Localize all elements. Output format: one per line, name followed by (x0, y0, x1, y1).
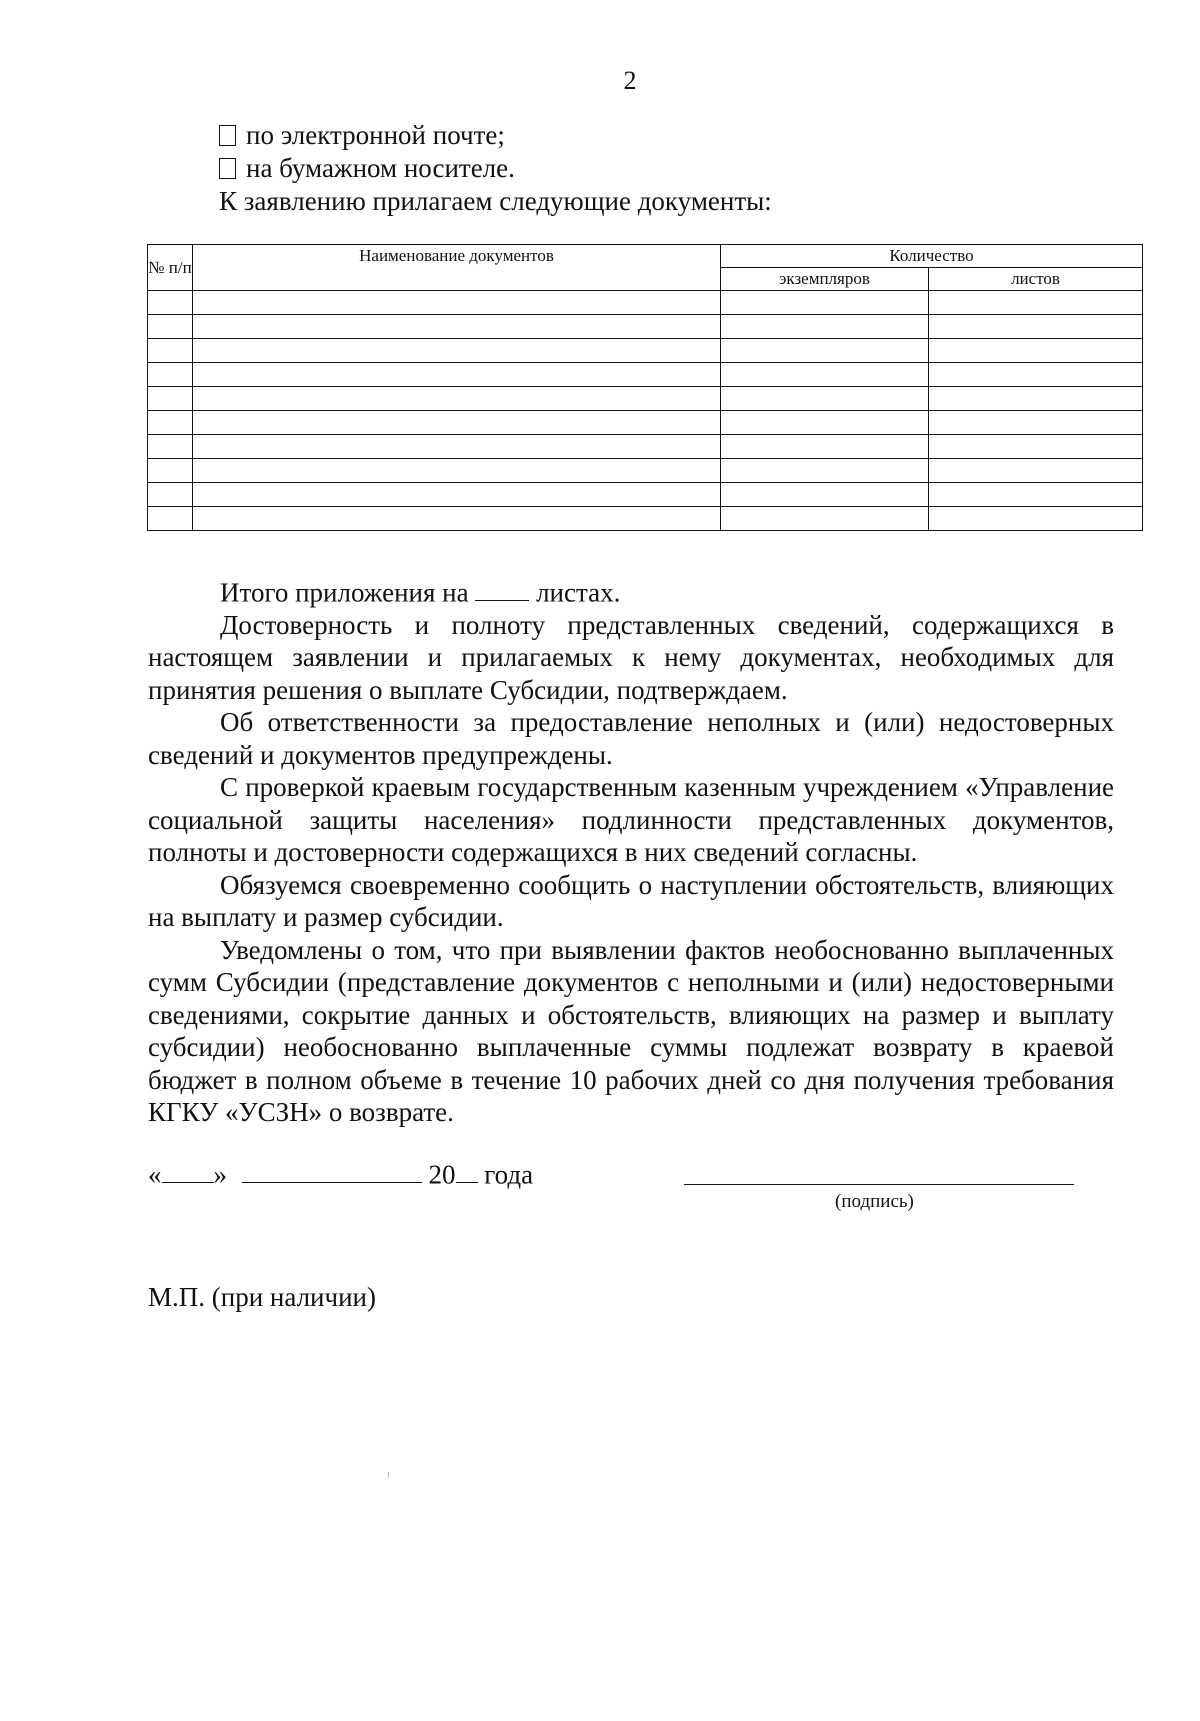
cell-sheets[interactable] (929, 435, 1143, 459)
total-suffix: листах. (536, 577, 621, 608)
cell-number[interactable] (148, 339, 193, 363)
date-close-quote: » (213, 1159, 227, 1190)
table-row (148, 483, 1143, 507)
paragraph-obligation: Обязуемся своевременно сообщить о наступлении обстоятельств, влияющих на выплату и размер субсидии. (148, 869, 1114, 933)
table-row (148, 315, 1143, 339)
cell-document-name[interactable] (193, 363, 721, 387)
cell-number[interactable] (148, 411, 193, 435)
cell-copies[interactable] (721, 435, 929, 459)
scan-speck (388, 1472, 389, 1478)
cell-number[interactable] (148, 459, 193, 483)
header-copies: экземпляров (721, 268, 929, 291)
table-row (148, 435, 1143, 459)
header-document-name: Наименование документов (193, 245, 721, 291)
signature-line[interactable] (684, 1183, 1074, 1185)
cell-document-name[interactable] (193, 507, 721, 531)
table-row (148, 411, 1143, 435)
cell-copies[interactable] (721, 315, 929, 339)
cell-number[interactable] (148, 363, 193, 387)
day-blank[interactable] (162, 1158, 214, 1183)
cell-number[interactable] (148, 291, 193, 315)
cell-copies[interactable] (721, 339, 929, 363)
signature-caption: (подпись) (835, 1191, 914, 1212)
email-checkbox[interactable] (219, 125, 236, 146)
attachments-intro: К заявлению прилагаем следующие документы: (219, 186, 772, 216)
year-prefix: 20 (428, 1159, 456, 1190)
table-body (148, 291, 1143, 531)
table-row (148, 507, 1143, 531)
cell-document-name[interactable] (193, 315, 721, 339)
total-line (148, 576, 1114, 609)
table-row (148, 291, 1143, 315)
attachments-table (147, 244, 1143, 531)
cell-copies[interactable] (721, 387, 929, 411)
cell-copies[interactable] (721, 411, 929, 435)
cell-sheets[interactable] (929, 363, 1143, 387)
paragraph-verification-consent: С проверкой краевым государственным казенным учреждением «Управление социальной защиты населения» подлинности представленных документов, полноты и достоверности содержащихся в них сведений согласны. (148, 772, 1114, 868)
total-sheets-blank[interactable] (475, 576, 529, 601)
delivery-option-paper (219, 153, 515, 184)
cell-document-name[interactable] (193, 291, 721, 315)
cell-document-name[interactable] (193, 459, 721, 483)
cell-number[interactable] (148, 435, 193, 459)
paper-checkbox[interactable] (219, 158, 236, 179)
delivery-option-label: на бумажном носителе. (246, 153, 515, 183)
paragraph-responsibility: Об ответственности за предоставление неполных и (или) недостоверных сведений и документов предупреждены. (148, 707, 1114, 770)
cell-sheets[interactable] (929, 411, 1143, 435)
cell-copies[interactable] (721, 483, 929, 507)
stamp-note: М.П. (при наличии) (148, 1282, 376, 1312)
cell-sheets[interactable] (929, 339, 1143, 363)
cell-sheets[interactable] (929, 459, 1143, 483)
cell-document-name[interactable] (193, 339, 721, 363)
date-line (148, 1158, 533, 1190)
table-row (148, 339, 1143, 363)
cell-copies[interactable] (721, 507, 929, 531)
header-sheets: листов (929, 268, 1143, 291)
table-row (148, 387, 1143, 411)
cell-number[interactable] (148, 483, 193, 507)
total-prefix: Итого приложения на (220, 577, 469, 608)
cell-document-name[interactable] (193, 411, 721, 435)
cell-sheets[interactable] (929, 483, 1143, 507)
paragraph-reliability: Достоверность и полноту представленных сведений, содержащихся в настоящем заявлении и прилагаемых к нему документах, необходимых для принятия решения о выплате Субсидии, подтверждаем. (148, 609, 1114, 705)
header-quantity: Количество (721, 245, 1143, 268)
body-text (148, 576, 1114, 1129)
table-row (148, 363, 1143, 387)
cell-sheets[interactable] (929, 507, 1143, 531)
cell-document-name[interactable] (193, 387, 721, 411)
page-number: 2 (623, 66, 637, 95)
cell-sheets[interactable] (929, 291, 1143, 315)
cell-number[interactable] (148, 315, 193, 339)
delivery-option-label: по электронной почте; (246, 120, 505, 150)
date-open-quote: « (148, 1159, 162, 1190)
paragraph-refund-notice: Уведомлены о том, что при выявлении фактов необоснованно выплаченных сумм Субсидии (представление документов с неполными и (или) недостоверными сведениями, сокрытие данных и обстоятельств, влияющих на размер и выплату субсидии) необоснованно выплаченные суммы подлежат возврату в краевой бюджет в полном объеме в течение 10 рабочих дней со дня получения требования КГКУ «УСЗН» о возврате. (148, 934, 1114, 1128)
cell-document-name[interactable] (193, 483, 721, 507)
cell-document-name[interactable] (193, 435, 721, 459)
header-number: № п/п (148, 245, 193, 291)
cell-copies[interactable] (721, 291, 929, 315)
cell-copies[interactable] (721, 459, 929, 483)
table-row (148, 459, 1143, 483)
cell-number[interactable] (148, 387, 193, 411)
cell-sheets[interactable] (929, 315, 1143, 339)
cell-sheets[interactable] (929, 387, 1143, 411)
year-blank[interactable] (456, 1158, 478, 1183)
month-blank[interactable] (242, 1158, 422, 1183)
cell-number[interactable] (148, 507, 193, 531)
delivery-option-email (219, 120, 505, 151)
cell-copies[interactable] (721, 363, 929, 387)
year-suffix: года (484, 1159, 534, 1190)
